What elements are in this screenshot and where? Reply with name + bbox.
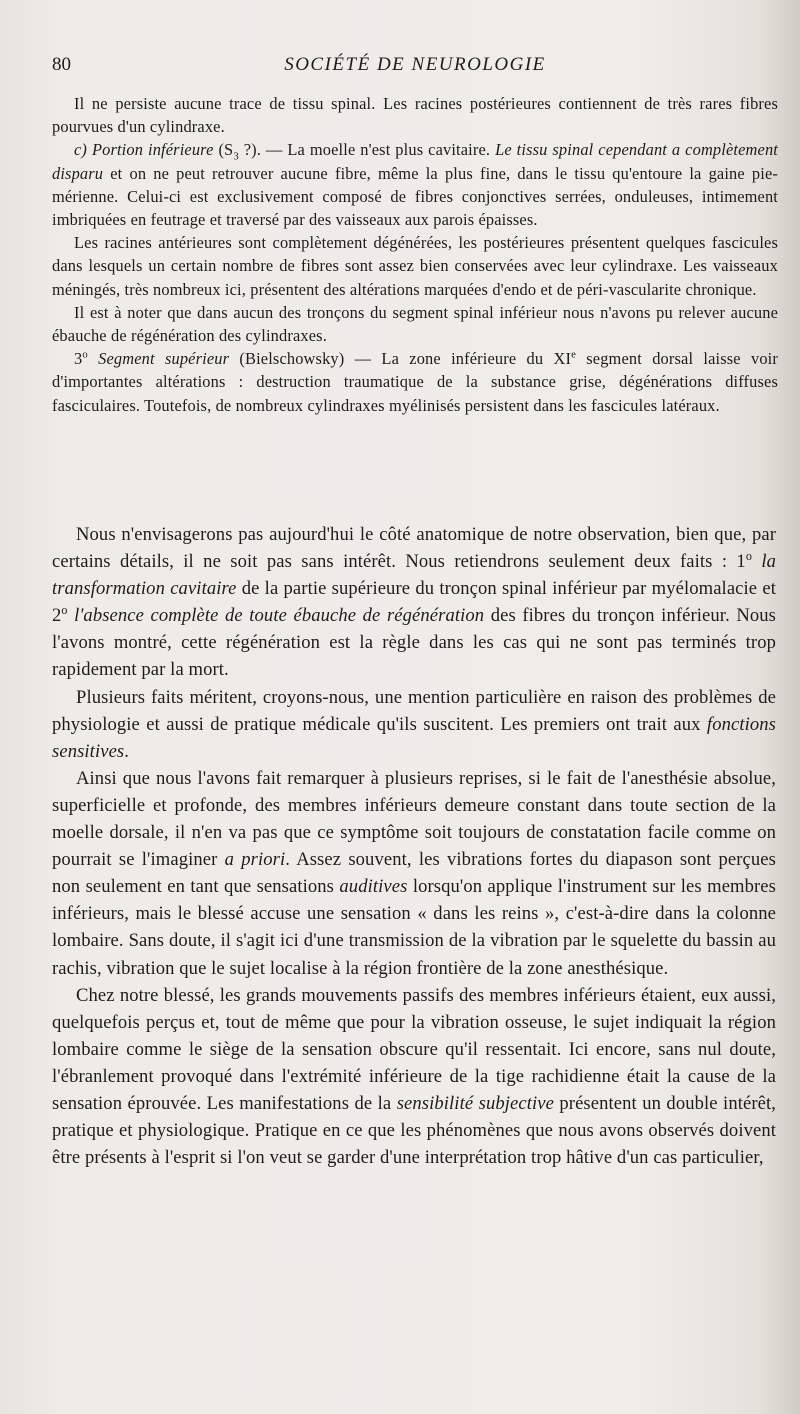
emphasis: auditives (339, 876, 408, 898)
emphasis: la transformation cavitaire (52, 551, 776, 600)
page-header (52, 54, 778, 78)
page-number: 80 (52, 54, 71, 75)
paragraph: Nous n'envisagerons pas aujourd'hui le côté anatomique de notre observation, bien que, par certains détails, il ne soit pas sans intérêt. Nous retiendrons seulement deux faits : 1$^o$ la transformation cavitaire de la partie supérieure du tronçon spinal inférieur par myélomalacie et 2$^o$ l'absence complète de toute ébauche de régénération des fibres du tronçon inférieur. Nous l'avons montré, cette régénération est la règle dans les cas qui ne sont pas terminés trop rapidement par la mort. (52, 524, 777, 681)
case-report-section (52, 92, 778, 417)
discussion-section (52, 521, 776, 1171)
emphasis: sensibilité subjective (396, 1092, 554, 1114)
paragraph: Chez notre blessé, les grands mouvements passifs des membres inférieurs étaient, eux aussi, quelquefois perçus et, tout de même que pour la vibration osseuse, le sujet indiquait la région lombaire comme le siège de la sensation obscure qu'il ressentait. Ici encore, sans nul doute, l'ébranlement provoqué dans l'extrémité inférieure de la tige rachidienne était la cause de la sensation éprouvée. Les manifestations de la sensibilité subjective présentent un double intérêt, pratique et physiologique. Pratique en ce que les phénomènes que nous avons observés doivent être présents à l'esprit si l'on veut se garder d'une interprétation trop hâtive d'un cas particulier, (52, 984, 776, 1169)
subsection-label: c) Portion inférieure (74, 140, 214, 160)
emphasis: fonctions sensitives (52, 713, 776, 762)
paragraph: Plusieurs faits méritent, croyons-nous, une mention particulière en raison des problèmes de physiologie et aussi de pratique médicale qu'ils suscitent. Les premiers ont trait aux fonctions sensitives. (52, 686, 776, 762)
running-title: SOCIÉTÉ DE NEUROLOGIE (284, 54, 546, 75)
emphasis: l'absence complète de toute ébauche de régénération (67, 605, 485, 627)
paragraph: c) Portion inférieure ($S_3$ ?). — La moelle n'est plus cavitaire. Le tissu spinal cependant a complètement disparu et on ne peut retrouver aucune fibre, même la plus fine, dans le tissu qu'entoure la gaine pie-mérienne. Celui-ci est exclusivement composé de fibres conjonctives serrées, onduleuses, intimement imbriquées en feutrage et traversé par des vaisseaux aux parois épaisses. (52, 140, 778, 230)
emphasis: Le tissu spinal cependant a complètement disparu (52, 140, 778, 183)
paragraph: Les racines antérieures sont complètement dégénérées, les postérieures présentent quelques fascicules dans lesquels un certain nombre de fibres sont assez bien conservées avec leur cylindraxe. Les vaisseaux méningés, très nombreux ici, présentent des altérations marquées d'endo et de péri-vascularite chronique. (52, 233, 778, 299)
paragraph: Ainsi que nous l'avons fait remarquer à plusieurs reprises, si le fait de l'anesthésie absolue, superficielle et profonde, des membres inférieurs demeure constant dans toute section de la moelle dorsale, il n'en va pas que ce symptôme soit toujours de constatation facile comme on pourrait se l'imaginer a priori. Assez souvent, les vibrations fortes du diapason sont perçues non seulement en tant que sensations auditives lorsqu'on applique l'instrument sur les membres inférieurs, mais le blessé accuse une sensation « dans les reins », c'est-à-dire dans la colonne lombaire. Sans doute, il s'agit ici d'une transmission de la vibration par le squelette du bassin au rachis, vibration que le sujet localise à la région frontière de la zone anesthésique. (52, 767, 776, 979)
subsection-label: Segment supérieur (87, 349, 230, 369)
paragraph: 3$^o$ Segment supérieur (Bielschowsky) — La zone inférieure du XIe segment dorsal laisse voir d'importantes altérations : destruction traumatique de la substance grise, dégénérations diffuses fasciculaires. Toutefois, de nombreux cylindraxes myélinisés persistent dans les fascicules latéraux. (52, 349, 778, 415)
paragraph: Il ne persiste aucune trace de tissu spinal. Les racines postérieures contiennent de très rares fibres pourvues d'un cylindraxe. (52, 94, 778, 137)
paragraph: Il est à noter que dans aucun des tronçons du segment spinal inférieur nous n'avons pu relever aucune ébauche de régénération des cylindraxes. (52, 302, 778, 346)
emphasis: a priori (224, 849, 286, 871)
